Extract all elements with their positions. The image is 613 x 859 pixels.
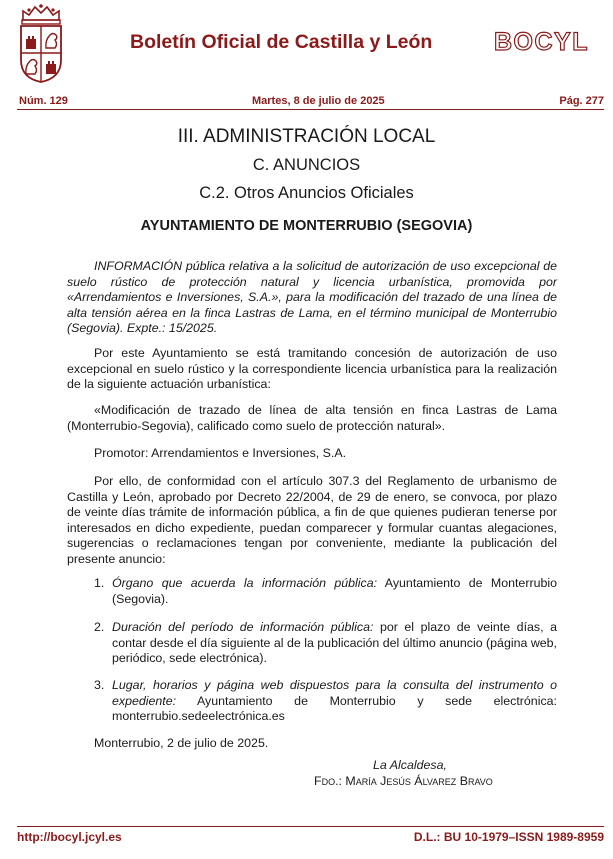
place-date: Monterrubio, 2 de julio de 2025. bbox=[94, 736, 269, 750]
signer-role: La Alcaldesa, bbox=[373, 758, 447, 772]
page-number: Pág. 277 bbox=[559, 95, 604, 107]
issue-meta-row bbox=[17, 95, 604, 109]
legal-deposit-issn: D.L.: BU 10-1979–ISSN 1989-8959 bbox=[413, 830, 604, 844]
bocyl-logo: BOCYL bbox=[494, 28, 589, 56]
bulletin-title: Boletín Oficial de Castilla y León bbox=[130, 31, 433, 53]
list-item-label: Lugar, horarios y página web dispuestos para la consulta del instrumento o expediente: bbox=[112, 678, 557, 708]
list-item bbox=[94, 576, 557, 607]
quoted-action-paragraph: «Modificación de trazado de línea de alta tensión en finca Lastras de Lama (Monterrubio-Segovia), calificado como suelo de protección natural». bbox=[67, 403, 557, 433]
footer-divider bbox=[17, 826, 604, 827]
convocation-paragraph: Por ello, de conformidad con el artículo 307.3 del Reglamento de urbanismo de Castilla y León, aprobado por Decreto 22/2004, de 29 de enero, se convoca, por plazo de veinte días trámite de información pública, a fin de que quienes pudieran tenerse por interesados en dicho expediente, puedan comparecer y formular cuantas alegaciones, sugerencias o reclamaciones tengan por conveniente, mediante la publicación del presente anuncio: bbox=[67, 474, 557, 566]
coat-of-arms-icon bbox=[17, 2, 65, 84]
footer-url-link[interactable]: http://bocyl.jcyl.es bbox=[17, 830, 122, 844]
signer-name: Fdo.: María Jesús Álvarez Bravo bbox=[314, 774, 493, 788]
header-divider bbox=[17, 109, 604, 110]
issue-number: Núm. 129 bbox=[19, 95, 68, 107]
section-title: III. ADMINISTRACIÓN LOCAL bbox=[177, 126, 436, 147]
subsection-title: C. ANUNCIOS bbox=[252, 156, 361, 174]
list-item-number: 2. bbox=[94, 620, 105, 634]
list-item-number: 3. bbox=[94, 678, 105, 692]
list-item-label: Duración del período de información pública: bbox=[112, 620, 374, 634]
summary-paragraph: INFORMACIÓN pública relativa a la solicitud de autorización de uso excepcional de suelo rústico de protección natural y licencia urbanística, promovida por «Arrendamientos e Inversiones, S.A.», para la modificación del trazado de una línea de alta tensión aérea en la finca Lastras de Lama, en el término municipal de Monterrubio (Segovia). Expte.: 15/2025. bbox=[67, 259, 557, 335]
list-item bbox=[94, 620, 557, 667]
list-item-label: Órgano que acuerda la información pública: bbox=[112, 576, 378, 590]
list-item-text: Ayuntamiento de Monterrubio y sede electrónica: monterrubio.sedeelectrónica.es bbox=[112, 693, 557, 723]
list-item-text: por el plazo de veinte días, a contar desde el día siguiente al de la publicación del último anuncio (página web, periódico, sede electrónica). bbox=[112, 620, 557, 665]
entity-title: AYUNTAMIENTO DE MONTERRUBIO (SEGOVIA) bbox=[140, 218, 473, 234]
subsubsection-title: C.2. Otros Anuncios Oficiales bbox=[199, 184, 414, 202]
promoter-paragraph: Promotor: Arrendamientos e Inversiones, S.A. bbox=[94, 446, 347, 460]
list-item-text: Ayuntamiento de Monterrubio (Segovia). bbox=[112, 576, 558, 606]
issue-date: Martes, 8 de julio de 2025 bbox=[252, 95, 385, 107]
intro-paragraph: Por este Ayuntamiento se está tramitando concesión de autorización de uso excepcional en suelo rústico y la correspondiente licencia urbanística para la realización de la siguiente actuación urbanística: bbox=[67, 346, 557, 391]
list-item bbox=[94, 678, 557, 725]
list-item-number: 1. bbox=[94, 576, 105, 590]
